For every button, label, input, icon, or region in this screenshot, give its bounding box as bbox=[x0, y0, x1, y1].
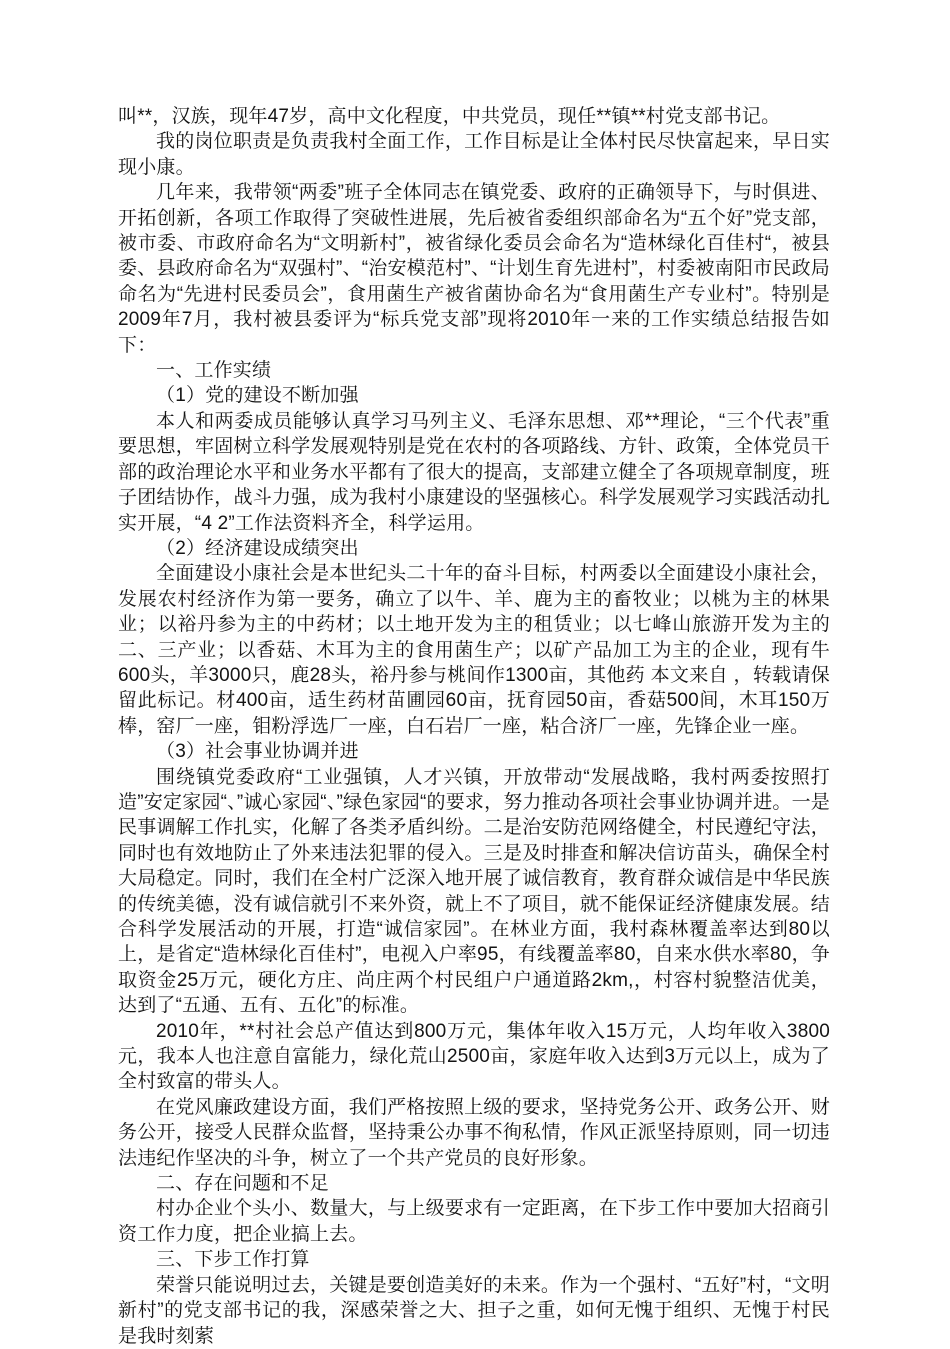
paragraph: 几年来，我带领“两委”班子全体同志在镇党委、政府的正确领导下，与时俱进、开拓创新，各项工作取得了突破性进展，先后被省委组织部命名为“五个好”党支部，被市委、市政府命名为“文明新村”，被省绿化委员会命名为“造林绿化百佳村“，被县委、县政府命名为“双强村”、“治安模范村”、“计划生育先进村”，村委被南阳市民政局命名为“先进村民委员会”，食用菌生产被省菌协命名为“食用菌生产专业村”。特别是2009年7月，我村被县委评为“标兵党支部”现将2010年一来的工作实绩总结报告如下： bbox=[118, 182, 830, 356]
section-heading: 二、存在问题和不足 bbox=[156, 1173, 329, 1195]
paragraph: 叫**，汉族，现年47岁，高中文化程度，中共党员，现任**镇**村党支部书记。 bbox=[118, 106, 781, 127]
paragraph: 全面建设小康社会是本世纪头二十年的奋斗目标，村两委以全面建设小康社会，发展农村经济作为第一要务，确立了以牛、羊、鹿为主的畜牧业；以桃为主的林果业；以裕丹参为主的中药材；以土地开发为主的租赁业；以七峰山旅游开发为主的二、三产业；以香菇、木耳为主的食用菌生产；以矿产品加工为主的企业，现有牛600头，羊3000只，鹿28头，裕丹参与桃间作1300亩，其他药 本文来自 ，转载请保留此标记。材400亩，适生药材苗圃园60亩，抚育园50亩，香菇500间，木耳150万棒，窑厂一座，钼粉浮选厂一座，白石岩厂一座，粘合济厂一座，先锋企业一座。 bbox=[118, 563, 830, 737]
paragraph: 村办企业个头小、数量大，与上级要求有一定距离，在下步工作中要加大招商引资工作力度，把企业搞上去。 bbox=[118, 1198, 830, 1245]
sub-heading: （3）社会事业协调并进 bbox=[156, 741, 359, 763]
paragraph: 在党风廉政建设方面，我们严格按照上级的要求，坚持党务公开、政务公开、财务公开，接受人民群众监督，坚持秉公办事不徇私情，作风正派坚持原则，同一切违法违纪作坚决的斗争，树立了一个共产党员的良好形象。 bbox=[118, 1096, 830, 1169]
paragraph: 围绕镇党委政府“工业强镇，人才兴镇，开放带动“发展战略，我村两委按照打造”安定家园“、”诚心家园“、”绿色家园“的要求，努力推动各项社会事业协调并进。一是民事调解工作扎实，化解了各类矛盾纠纷。二是治安防范网络健全，村民遵纪守法，同时也有效地防止了外来违法犯罪的侵入。三是及时排查和解决信访苗头，确保全村大局稳定。同时，我们在全村广泛深入地开展了诚信教育，教育群众诚信是中华民族的传统美德，没有诚信就引不来外资，就上不了项目，就不能保证经济健康发展。结合科学发展活动的开展，打造“诚信家园”。在林业方面，我村森林覆盖率达到80以上，是省定“造林绿化百佳村”，电视入户率95，有线覆盖率80，自来水供水率80，争取资金25万元，硬化方庄、尚庄两个村民组户户通道路2km,，村容村貌整洁优美，达到了“五通、五有、五化”的标准。 bbox=[118, 766, 830, 1017]
section-heading: 三、下步工作打算 bbox=[156, 1249, 310, 1271]
sub-heading: （1）党的建设不断加强 bbox=[156, 385, 359, 407]
paragraph: 荣誉只能说明过去，关键是要创造美好的未来。作为一个强村、“五好”村，“文明新村”的党支部书记的我，深感荣誉之大、担子之重，如何无愧于组织、无愧于村民是我时刻萦 bbox=[118, 1274, 830, 1347]
section-heading: 一、工作实绩 bbox=[156, 360, 272, 382]
paragraph: 我的岗位职责是负责我村全面工作，工作目标是让全体村民尽快富起来，早日实现小康。 bbox=[118, 131, 830, 178]
document-body bbox=[118, 104, 830, 1349]
paragraph: 本人和两委成员能够认真学习马列主义、毛泽东思想、邓**理论，“三个代表”重要思想，牢固树立科学发展观特别是党在农村的各项路线、方针、政策，全体党员干部的政治理论水平和业务水平都有了很大的提高，支部建立健全了各项规章制度，班子团结协作，战斗力强，成为我村小康建设的坚强核心。科学发展观学习实践活动扎实开展，“4 2”工作法资料齐全，科学运用。 bbox=[118, 410, 830, 534]
sub-heading: （2）经济建设成绩突出 bbox=[156, 537, 359, 559]
paragraph: 2010年，**村社会总产值达到800万元，集体年收入15万元，人均年收入3800元，我本人也注意自富能力，绿化荒山2500亩，家庭年收入达到3万元以上，成为了全村致富的带头人。 bbox=[118, 1020, 830, 1093]
